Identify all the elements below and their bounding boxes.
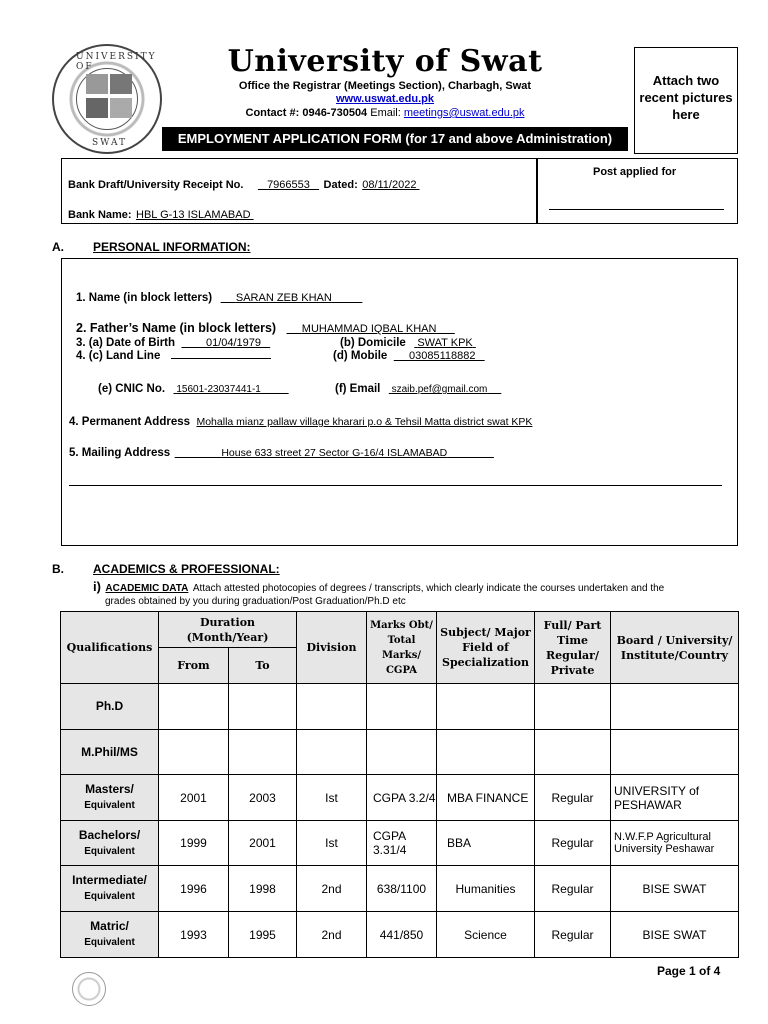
email-field-label: (f) Email bbox=[335, 383, 381, 395]
university-title: University of Swat bbox=[227, 44, 543, 79]
footer-seal-icon bbox=[72, 972, 106, 1006]
website-line bbox=[160, 93, 610, 105]
division-cell[interactable]: Ist bbox=[297, 821, 367, 866]
table-row-mphil bbox=[61, 730, 739, 775]
qualification-cell: Ph.D bbox=[61, 684, 159, 730]
col-board: Board / University/ Institute/Country bbox=[611, 612, 739, 684]
col-qualifications: Qualifications bbox=[61, 612, 159, 684]
to-cell[interactable]: 2001 bbox=[229, 821, 297, 866]
cnic-row bbox=[98, 379, 289, 397]
name-row bbox=[76, 288, 362, 306]
board-cell[interactable]: BISE SWAT bbox=[611, 866, 739, 912]
board-cell[interactable]: UNIVERSITY of PESHAWAR bbox=[611, 775, 739, 821]
email-label: Email: bbox=[370, 107, 401, 119]
logo-text-top: UNIVERSITY OF bbox=[76, 52, 157, 72]
col-mode: Full/ Part Time Regular/ Private bbox=[535, 612, 611, 684]
mobile-row bbox=[333, 346, 485, 364]
landline-value[interactable] bbox=[171, 347, 271, 359]
subject-cell[interactable]: Humanities bbox=[437, 866, 535, 912]
subject-cell[interactable] bbox=[437, 684, 535, 730]
email-row bbox=[335, 379, 501, 397]
board-cell[interactable] bbox=[611, 730, 739, 775]
mailing-address-value[interactable]: House 633 street 27 Sector G-16/4 ISLAMABAD bbox=[221, 447, 448, 459]
to-cell[interactable]: 1998 bbox=[229, 866, 297, 912]
from-cell[interactable] bbox=[159, 684, 229, 730]
form-title-banner: EMPLOYMENT APPLICATION FORM (for 17 and above Administration) bbox=[162, 127, 628, 151]
mode-cell[interactable]: Regular bbox=[535, 866, 611, 912]
receipt-value[interactable]: 7966553 bbox=[267, 179, 310, 191]
cnic-label: (e) CNIC No. bbox=[98, 383, 166, 395]
bank-name-value[interactable]: HBL G-13 ISLAMABAD bbox=[136, 209, 251, 221]
logo-mountain-icon bbox=[86, 98, 108, 118]
academic-table bbox=[60, 611, 739, 958]
marks-cell[interactable] bbox=[367, 730, 437, 775]
name-value[interactable]: SARAN ZEB KHAN bbox=[235, 292, 332, 304]
division-cell[interactable] bbox=[297, 730, 367, 775]
landline-label: 4. (c) Land Line bbox=[76, 350, 161, 362]
dob-value[interactable]: 01/04/1979 bbox=[205, 337, 262, 349]
col-from: From bbox=[159, 648, 229, 684]
col-to: To bbox=[229, 648, 297, 684]
email-link[interactable]: meetings@uswat.edu.pk bbox=[403, 107, 525, 119]
mode-cell[interactable]: Regular bbox=[535, 775, 611, 821]
university-logo bbox=[52, 44, 162, 154]
col-subject: Subject/ Major Field of Specialization bbox=[437, 612, 535, 684]
registrar-office: Office the Registrar (Meetings Section), Charbagh, Swat bbox=[238, 80, 532, 92]
mode-cell[interactable] bbox=[535, 730, 611, 775]
to-cell[interactable]: 2003 bbox=[229, 775, 297, 821]
bank-name-label: Bank Name: bbox=[68, 209, 132, 221]
mailing-address-row bbox=[69, 443, 494, 461]
col-division: Division bbox=[297, 612, 367, 684]
from-cell[interactable]: 2001 bbox=[159, 775, 229, 821]
father-value[interactable]: MUHAMMAD IQBAL KHAN bbox=[301, 323, 437, 335]
post-applied-label: Post applied for bbox=[593, 166, 677, 178]
from-cell[interactable]: 1996 bbox=[159, 866, 229, 912]
mobile-value[interactable]: 03085118882 bbox=[409, 350, 476, 362]
name-label: 1. Name (in block letters) bbox=[76, 292, 213, 304]
marks-cell[interactable] bbox=[367, 684, 437, 730]
qualification-cell: Intermediate/ Equivalent bbox=[61, 866, 159, 912]
father-label: 2. Father’s Name (in block letters) bbox=[76, 321, 277, 335]
extra-address-line[interactable] bbox=[69, 485, 722, 486]
email-field-value[interactable]: szaib.pef@gmail.com bbox=[391, 384, 488, 395]
from-cell[interactable]: 1999 bbox=[159, 821, 229, 866]
qualification-cell: Bachelors/ Equivalent bbox=[61, 821, 159, 866]
dated-value[interactable]: 08/11/2022 bbox=[362, 179, 417, 191]
permanent-address-row bbox=[69, 412, 532, 430]
marks-cell[interactable]: 441/850 bbox=[367, 912, 437, 958]
section-b-letter: B. bbox=[52, 562, 64, 576]
section-a-letter: A. bbox=[52, 240, 64, 254]
division-cell[interactable]: 2nd bbox=[297, 912, 367, 958]
domicile-value[interactable]: SWAT KPK bbox=[417, 337, 473, 349]
marks-cell[interactable]: CGPA 3.31/4 bbox=[367, 821, 437, 866]
academic-note-line1: Attach attested photocopies of degrees / transcripts, which clearly indicate the courses undertaken and the bbox=[192, 583, 665, 594]
to-cell[interactable] bbox=[229, 684, 297, 730]
qualification-cell: Masters/ Equivalent bbox=[61, 775, 159, 821]
mailing-address-label: 5. Mailing Address bbox=[69, 447, 171, 459]
table-row-matric bbox=[61, 912, 739, 958]
page-number: Page 1 of 4 bbox=[657, 964, 721, 978]
contact-number: Contact #: 0946-730504 bbox=[245, 107, 368, 119]
contact-line bbox=[160, 107, 610, 119]
to-cell[interactable] bbox=[229, 730, 297, 775]
mode-cell[interactable]: Regular bbox=[535, 821, 611, 866]
marks-cell[interactable]: 638/1100 bbox=[367, 866, 437, 912]
photo-attach-box[interactable]: Attach two recent pictures here bbox=[634, 47, 738, 154]
logo-building-icon bbox=[86, 74, 108, 94]
table-row-bachelors bbox=[61, 821, 739, 866]
cnic-value[interactable]: 15601-23037441-1 bbox=[176, 384, 261, 395]
table-row-intermediate bbox=[61, 866, 739, 912]
board-cell[interactable]: BISE SWAT bbox=[611, 912, 739, 958]
academic-data-title: ACADEMIC DATA bbox=[105, 583, 189, 594]
table-row-masters bbox=[61, 775, 739, 821]
dob-label: 3. (a) Date of Birth bbox=[76, 337, 176, 349]
permanent-address-label: 4. Permanent Address bbox=[69, 416, 191, 428]
academic-data-note bbox=[93, 578, 733, 596]
subject-cell[interactable]: BBA bbox=[437, 821, 535, 866]
landline-row bbox=[76, 346, 271, 364]
mobile-label: (d) Mobile bbox=[333, 350, 388, 362]
division-cell[interactable]: Ist bbox=[297, 775, 367, 821]
permanent-address-value[interactable]: Mohalla mianz pallaw village kharari p.o & Tehsil Matta district swat KPK bbox=[196, 416, 533, 428]
receipt-row bbox=[68, 175, 420, 193]
board-cell[interactable]: N.W.F.P Agricultural University Peshawar bbox=[611, 821, 739, 866]
bank-name-row bbox=[68, 205, 254, 223]
division-cell[interactable] bbox=[297, 684, 367, 730]
division-cell[interactable]: 2nd bbox=[297, 866, 367, 912]
mode-cell[interactable]: Regular bbox=[535, 912, 611, 958]
col-duration: Duration (Month/Year) bbox=[159, 612, 297, 648]
subject-cell[interactable]: Science bbox=[437, 912, 535, 958]
qualification-cell: Matric/ Equivalent bbox=[61, 912, 159, 958]
table-row-phd bbox=[61, 684, 739, 730]
col-marks: Marks Obt/ Total Marks/ CGPA bbox=[367, 612, 437, 684]
post-applied-field[interactable] bbox=[549, 209, 724, 210]
dated-label: Dated: bbox=[323, 179, 358, 191]
mode-cell[interactable] bbox=[535, 684, 611, 730]
logo-crest-icon bbox=[110, 74, 132, 94]
qualification-cell: M.Phil/MS bbox=[61, 730, 159, 775]
domicile-label: (b) Domicile bbox=[340, 337, 406, 349]
academic-subindex: i) bbox=[93, 579, 101, 594]
website-link[interactable]: www.uswat.edu.pk bbox=[336, 93, 434, 105]
logo-lotus-icon bbox=[110, 98, 132, 118]
from-cell[interactable] bbox=[159, 730, 229, 775]
marks-cell[interactable]: CGPA 3.2/4 bbox=[367, 775, 437, 821]
logo-text-bottom: SWAT bbox=[92, 138, 127, 148]
section-b-heading: ACADEMICS & PROFESSIONAL: bbox=[93, 562, 280, 576]
subject-cell[interactable] bbox=[437, 730, 535, 775]
receipt-label: Bank Draft/University Receipt No. bbox=[68, 179, 244, 191]
from-cell[interactable]: 1993 bbox=[159, 912, 229, 958]
to-cell[interactable]: 1995 bbox=[229, 912, 297, 958]
bank-box-divider bbox=[536, 158, 538, 224]
subject-cell[interactable]: MBA FINANCE bbox=[437, 775, 535, 821]
section-a-heading: PERSONAL INFORMATION: bbox=[93, 240, 251, 254]
board-cell[interactable] bbox=[611, 684, 739, 730]
academic-note-line2: grades obtained by you during graduation/Post Graduation/Ph.D etc bbox=[105, 596, 406, 607]
